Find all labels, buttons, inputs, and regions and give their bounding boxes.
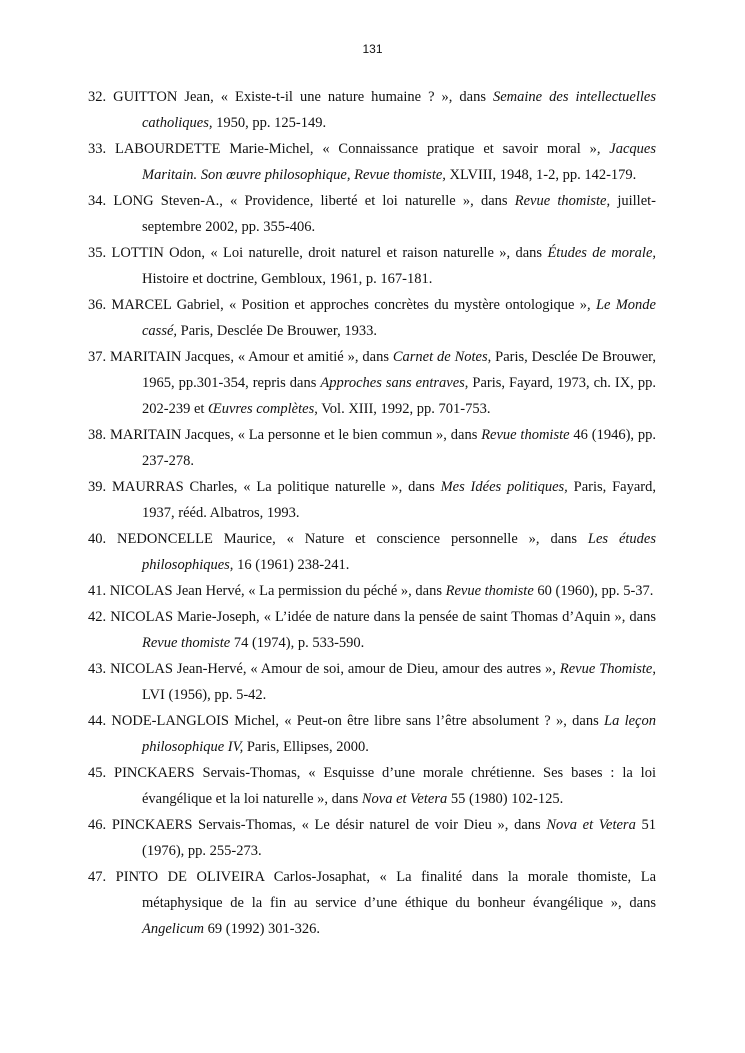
entry-title-italic: Revue thomiste <box>142 635 231 651</box>
entry-text: LONG Steven-A., « Providence, liberté et loi naturelle », dans <box>113 193 515 209</box>
entry-number: 37. <box>88 349 107 365</box>
entry-text: , Vol. XIII, 1992, pp. 701-753. <box>314 401 491 417</box>
entry-title-italic: Nova et Vetera <box>546 817 636 833</box>
entry-title-italic: Semaine des intellectuelles catholiques, <box>142 89 656 131</box>
bibliography-entry <box>88 422 656 474</box>
entry-title-italic: Études de morale, <box>547 245 657 261</box>
entry-text: LABOURDETTE Marie-Michel, « Connaissance pratique et savoir moral », <box>114 141 610 157</box>
bibliography-entry <box>88 604 656 656</box>
entry-text: juillet-septembre 2002, pp. 355-406. <box>142 193 656 235</box>
entry-number: 33. <box>88 141 107 157</box>
entry-text: 46 (1946), pp. 237-278. <box>142 427 656 469</box>
entry-title-italic: Jacques Maritain. Son œuvre philosophique, Revue thomiste, <box>142 141 656 183</box>
bibliography-entry <box>88 812 656 864</box>
entry-text: Histoire et doctrine, Gembloux, 1961, p. 167-181. <box>142 271 433 287</box>
entry-title-italic: Mes Idées politiques, <box>440 479 568 495</box>
entry-text: 51 (1976), pp. 255-273. <box>142 817 657 859</box>
entry-text: NODE-LANGLOIS Michel, « Peut-on être libre sans l’être absolument ? », dans <box>111 713 604 729</box>
bibliography-entry <box>88 188 656 240</box>
entry-text: Paris, Fayard, 1937, rééd. Albatros, 1993. <box>142 479 657 521</box>
entry-text: PINCKAERS Servais-Thomas, « Esquisse d’une morale chrétienne. Ses bases : la loi évangélique et la loi naturelle », dans <box>114 765 656 807</box>
entry-text: LOTTIN Odon, « Loi naturelle, droit naturel et raison naturelle », dans <box>111 245 548 261</box>
entry-text: 74 (1974), p. 533-590. <box>230 635 365 651</box>
entry-title-italic: Œuvres complètes <box>208 401 315 417</box>
entry-title-italic: Revue thomiste, <box>514 193 611 209</box>
entry-number: 46. <box>88 817 107 833</box>
entry-title-italic: Angelicum <box>142 921 205 937</box>
entry-title-italic: Revue thomiste <box>481 427 570 443</box>
entry-title-italic: La leçon philosophique IV, <box>142 713 656 755</box>
entry-text: MARITAIN Jacques, « La personne et le bien commun », dans <box>109 427 482 443</box>
entry-text: XLVIII, 1948, 1-2, pp. 142-179. <box>445 167 637 183</box>
entry-number: 42. <box>88 609 107 625</box>
entry-title-italic: Les études philosophiques, <box>142 531 657 573</box>
bibliography-entry <box>88 864 656 942</box>
bibliography-entry <box>88 344 656 422</box>
bibliography-entry <box>88 474 656 526</box>
bibliography-entry <box>88 292 656 344</box>
entry-text: PINTO DE OLIVEIRA Carlos-Josaphat, « La finalité dans la morale thomiste, La métaphysique de la fin au service d’une éthique du bonheur évangélique », dans <box>115 869 657 911</box>
entry-text: NEDONCELLE Maurice, « Nature et conscience personnelle », dans <box>117 531 588 547</box>
bibliography-list <box>88 84 656 942</box>
entry-title-italic: Revue Thomiste <box>559 661 653 677</box>
entry-text: 69 (1992) 301-326. <box>204 921 321 937</box>
entry-text: NICOLAS Jean-Hervé, « Amour de soi, amour de Dieu, amour des autres », <box>110 661 560 677</box>
entry-number: 43. <box>88 661 107 677</box>
entry-text: MARCEL Gabriel, « Position et approches concrètes du mystère ontologique », <box>111 297 596 313</box>
bibliography-entry <box>88 760 656 812</box>
entry-text: NICOLAS Marie-Joseph, « L’idée de nature dans la pensée de saint Thomas d’Aquin », dans <box>110 609 657 625</box>
entry-number: 38. <box>88 427 107 443</box>
entry-title-italic: Nova et Vetera <box>361 791 448 807</box>
entry-text: , LVI (1956), pp. 5-42. <box>142 661 656 703</box>
entry-title-italic: Revue thomiste <box>445 583 534 599</box>
entry-text: Paris, Desclée De Brouwer, 1933. <box>177 323 377 339</box>
entry-text: , Paris, Desclée De Brouwer, 1965, pp.301-354, repris dans <box>142 349 657 391</box>
entry-number: 47. <box>88 869 107 885</box>
entry-text: Paris, Ellipses, 2000. <box>243 739 369 755</box>
entry-number: 39. <box>88 479 107 495</box>
page-number: 131 <box>362 42 383 56</box>
entry-title-italic: Carnet de Notes <box>392 349 488 365</box>
entry-number: 36. <box>88 297 107 313</box>
entry-number: 35. <box>88 245 107 261</box>
entry-text: 60 (1960), pp. 5-37. <box>533 583 654 599</box>
entry-text: GUITTON Jean, « Existe-t-il une nature humaine ? », dans <box>113 89 493 105</box>
bibliography-entry <box>88 240 656 292</box>
entry-text: PINCKAERS Servais-Thomas, « Le désir naturel de voir Dieu », dans <box>111 817 547 833</box>
entry-text: 55 (1980) 102-125. <box>447 791 564 807</box>
entry-text: MAURRAS Charles, « La politique naturelle », dans <box>111 479 441 495</box>
bibliography-entry <box>88 708 656 760</box>
entry-text: 16 (1961) 238-241. <box>233 557 350 573</box>
entry-text: NICOLAS Jean Hervé, « La permission du péché », dans <box>109 583 446 599</box>
entry-number: 41. <box>88 583 107 599</box>
entry-number: 45. <box>88 765 107 781</box>
bibliography-entry <box>88 136 656 188</box>
entry-number: 34. <box>88 193 107 209</box>
bibliography-entry <box>88 578 656 604</box>
entry-text: , Paris, Fayard, 1973, ch. IX, pp. 202-239 et <box>142 375 656 417</box>
entry-number: 44. <box>88 713 107 729</box>
entry-title-italic: Le Monde cassé, <box>142 297 656 339</box>
entry-number: 40. <box>88 531 107 547</box>
entry-title-italic: Approches sans entraves <box>320 375 465 391</box>
entry-text: 1950, pp. 125-149. <box>212 115 327 131</box>
bibliography-entry <box>88 84 656 136</box>
entry-text: MARITAIN Jacques, « Amour et amitié », dans <box>110 349 393 365</box>
bibliography-entry <box>88 526 656 578</box>
bibliography-entry <box>88 656 656 708</box>
entry-number: 32. <box>88 89 107 105</box>
